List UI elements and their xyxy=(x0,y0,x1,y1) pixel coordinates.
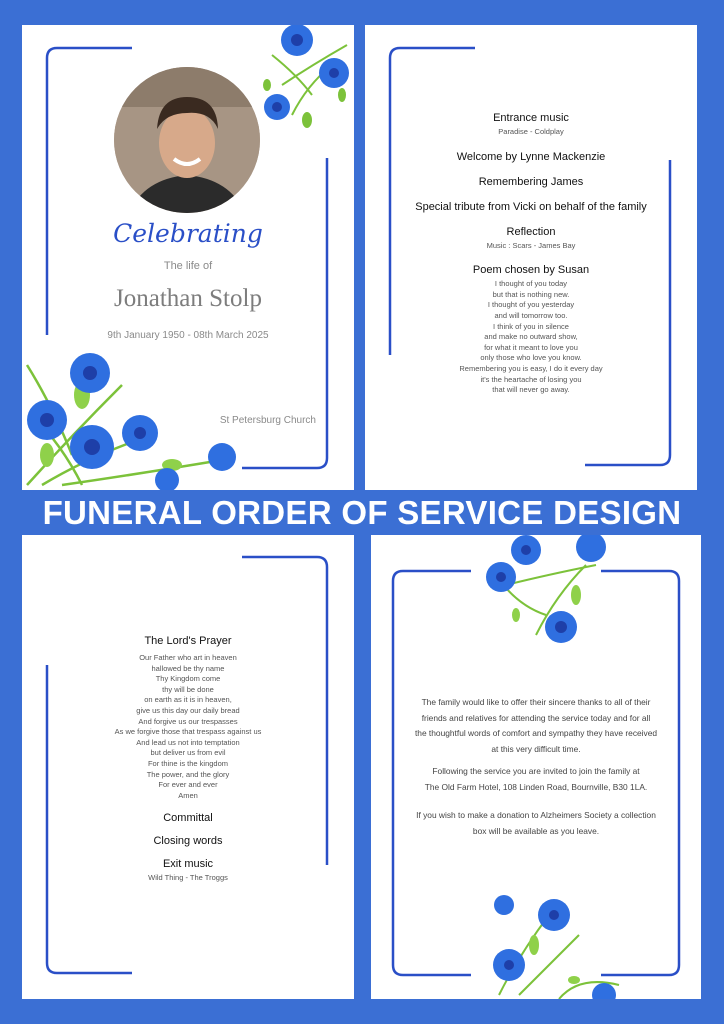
poem-line: I think of you in silence xyxy=(493,321,569,331)
entrance-music-title: Entrance music xyxy=(493,112,569,124)
poem-line: and make no outward show, xyxy=(484,332,578,342)
welcome-item: Welcome by Lynne Mackenzie xyxy=(456,150,606,163)
life-dates: 9th January 1950 - 08th March 2025 xyxy=(107,330,269,341)
reception-line: Following the service you are invited to join the family at xyxy=(432,766,640,776)
tribute-item: Special tribute from Vicki on behalf of the family xyxy=(415,200,647,213)
exit-music-detail: Wild Thing - The Troggs xyxy=(148,873,228,883)
prayer-line: For ever and ever xyxy=(158,780,218,790)
poem-line: I thought of you today xyxy=(494,279,568,289)
entrance-music-detail: Paradise - Coldplay xyxy=(498,127,564,136)
prayer-line: thy will be done xyxy=(162,684,214,694)
order-of-service-page xyxy=(365,25,697,490)
prayer-line: give us this day our daily bread xyxy=(136,705,240,715)
life-of-label: The life of xyxy=(163,260,213,272)
poem-line: but that is nothing new. xyxy=(492,289,570,299)
poem-line: only those who love you know. xyxy=(480,353,582,363)
prayer-line: on earth as it is in heaven, xyxy=(144,695,232,705)
cornflower-illustration-top xyxy=(476,535,636,650)
cornflower-illustration-top xyxy=(252,25,354,140)
thanks-line: at this very difficult time. xyxy=(491,743,581,754)
celebrating-heading: Celebrating xyxy=(113,219,263,248)
donation-line: box will be available as you leave. xyxy=(472,825,600,836)
portrait-photo xyxy=(114,67,260,213)
poem-text xyxy=(385,279,677,396)
cover-page xyxy=(22,25,354,490)
prayer-line: Our Father who art in heaven xyxy=(139,653,237,662)
thanks-line: The family would like to offer their sincere thanks to all of their xyxy=(421,697,651,707)
thank-you-page xyxy=(371,535,701,999)
prayer-line: As we forgive those that trespass against us xyxy=(114,727,262,737)
reflection-detail: Music : Scars - James Bay xyxy=(486,240,576,250)
prayer-text xyxy=(42,653,334,801)
exit-music-title: Exit music xyxy=(162,858,214,871)
prayer-line: For thine is the kingdom xyxy=(147,758,229,768)
prayer-page xyxy=(22,535,354,999)
prayer-line: but deliver us from evil xyxy=(150,748,226,758)
poem-line: that will never go away. xyxy=(492,385,570,395)
cornflower-illustration-bottom xyxy=(479,885,629,999)
thanks-paragraph xyxy=(399,695,673,757)
poem-line: Remembering you is easy, I do it every day xyxy=(459,363,603,373)
prayer-line: Amen xyxy=(178,790,198,800)
poem-line: I thought of you yesterday xyxy=(487,300,575,310)
donation-line: If you wish to make a donation to Alzheimers Society a collection xyxy=(416,810,656,820)
prayer-line: The power, and the glory xyxy=(146,769,230,779)
committal-item: Committal xyxy=(163,812,213,825)
design-title-banner: FUNERAL ORDER OF SERVICE DESIGN xyxy=(42,494,682,531)
poem-line: for what it meant to love you xyxy=(484,342,578,352)
venue-name: St Petersburg Church xyxy=(219,415,316,426)
reflection-title: Reflection xyxy=(506,225,556,238)
thanks-line: the thoughtful words of comfort and sympathy they have received xyxy=(414,728,658,738)
reception-line: The Old Farm Hotel, 108 Linden Road, Bournville, B30 1LA. xyxy=(424,781,648,792)
closing-words-item: Closing words xyxy=(153,835,223,848)
prayer-line: Thy Kingdom come xyxy=(155,674,221,684)
reception-paragraph xyxy=(399,764,673,795)
poem-line: it's the heartache of losing you xyxy=(480,374,582,384)
poem-line: and will tomorrow too. xyxy=(494,310,568,320)
prayer-line: And lead us not into temptation xyxy=(136,737,240,747)
lords-prayer-title: The Lord's Prayer xyxy=(144,635,232,647)
prayer-line: And forgive us our trespasses xyxy=(138,716,238,726)
donation-paragraph xyxy=(399,808,673,839)
remembering-item: Remembering James xyxy=(478,175,584,188)
deceased-name: Jonathan Stolp xyxy=(114,285,262,312)
poem-title: Poem chosen by Susan xyxy=(472,264,590,277)
cornflower-illustration-bottom xyxy=(22,325,247,490)
thanks-line: friends and relatives for attending the service today and for all xyxy=(421,712,651,723)
prayer-line: hallowed be thy name xyxy=(151,663,225,673)
